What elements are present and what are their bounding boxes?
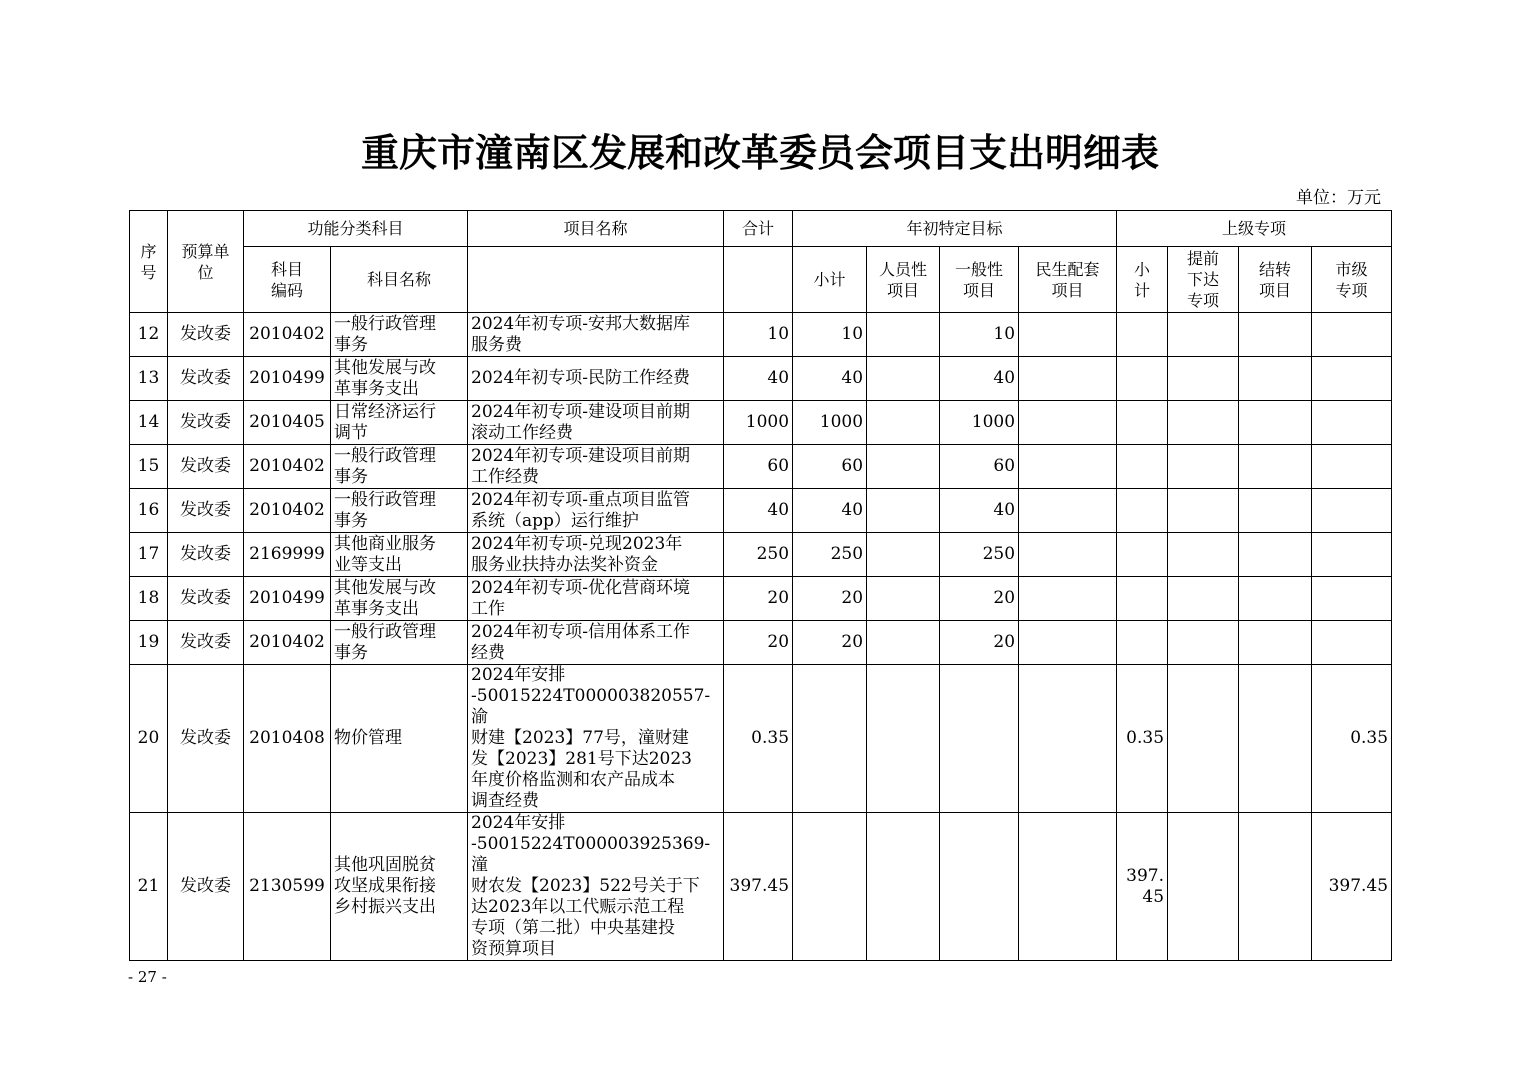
cell-subject: 一般行政管理 事务	[331, 313, 468, 357]
cell-subject: 其他巩固脱贫 攻坚成果衔接 乡村振兴支出	[331, 813, 468, 961]
header-superior: 上级专项	[1117, 211, 1392, 247]
cell-unit: 发改委	[168, 533, 244, 577]
cell-at-personnel	[867, 313, 940, 357]
cell-su-city	[1312, 621, 1392, 665]
cell-at-livelihood	[1019, 445, 1117, 489]
cell-total: 0.35	[724, 665, 793, 813]
cell-unit: 发改委	[168, 357, 244, 401]
cell-total: 250	[724, 533, 793, 577]
table-row	[130, 665, 1392, 813]
cell-at-personnel	[867, 813, 940, 961]
cell-su-city	[1312, 533, 1392, 577]
cell-total: 397.45	[724, 813, 793, 961]
cell-su-city	[1312, 577, 1392, 621]
cell-at-subtotal: 20	[793, 621, 867, 665]
table-row	[130, 445, 1392, 489]
cell-su-advance	[1168, 621, 1239, 665]
cell-project: 2024年初专项-兑现2023年 服务业扶持办法奖补资金	[468, 533, 724, 577]
cell-su-carryover	[1239, 489, 1312, 533]
cell-su-carryover	[1239, 445, 1312, 489]
cell-at-livelihood	[1019, 813, 1117, 961]
cell-at-livelihood	[1019, 665, 1117, 813]
cell-su-carryover	[1239, 401, 1312, 445]
cell-at-subtotal: 20	[793, 577, 867, 621]
cell-su-advance	[1168, 813, 1239, 961]
cell-su-carryover	[1239, 533, 1312, 577]
cell-total: 10	[724, 313, 793, 357]
cell-total: 20	[724, 577, 793, 621]
cell-su-city	[1312, 401, 1392, 445]
cell-subject: 一般行政管理 事务	[331, 621, 468, 665]
cell-unit: 发改委	[168, 401, 244, 445]
cell-su-city	[1312, 489, 1392, 533]
cell-su-subtotal	[1117, 489, 1168, 533]
table-row	[130, 533, 1392, 577]
page-number: - 27 -	[128, 968, 167, 986]
cell-unit: 发改委	[168, 445, 244, 489]
cell-code: 2010402	[244, 489, 331, 533]
cell-su-advance	[1168, 313, 1239, 357]
header-project-name: 项目名称	[468, 211, 724, 247]
cell-unit: 发改委	[168, 621, 244, 665]
cell-su-city	[1312, 445, 1392, 489]
cell-at-personnel	[867, 621, 940, 665]
page-title: 重庆市潼南区发展和改革委员会项目支出明细表	[360, 131, 1159, 175]
cell-seq: 13	[130, 357, 168, 401]
cell-project: 2024年安排 -50015224T000003925369-潼 财农发【2023】522号关于下 达2023年以工代赈示范工程 专项（第二批）中央基建投 资预算项目	[468, 813, 724, 961]
cell-seq: 17	[130, 533, 168, 577]
cell-unit: 发改委	[168, 489, 244, 533]
cell-at-livelihood	[1019, 577, 1117, 621]
cell-code: 2010402	[244, 621, 331, 665]
cell-su-carryover	[1239, 665, 1312, 813]
cell-seq: 15	[130, 445, 168, 489]
cell-project: 2024年初专项-建设项目前期 滚动工作经费	[468, 401, 724, 445]
header-total: 合计	[724, 211, 793, 247]
cell-at-general	[940, 813, 1019, 961]
cell-su-city	[1312, 313, 1392, 357]
cell-at-subtotal	[793, 665, 867, 813]
expenditure-table	[129, 210, 1392, 961]
cell-code: 2010499	[244, 577, 331, 621]
table-row	[130, 401, 1392, 445]
header-su-city: 市级 专项	[1312, 247, 1392, 313]
header-project-name-blank	[468, 247, 724, 313]
cell-project: 2024年初专项-重点项目监管 系统（app）运行维护	[468, 489, 724, 533]
cell-subject: 日常经济运行 调节	[331, 401, 468, 445]
cell-unit: 发改委	[168, 577, 244, 621]
header-at-general: 一般性 项目	[940, 247, 1019, 313]
header-seq: 序 号	[130, 211, 168, 313]
unit-label: 单位：万元	[1296, 188, 1381, 208]
cell-su-subtotal: 0.35	[1117, 665, 1168, 813]
cell-at-general: 60	[940, 445, 1019, 489]
cell-project: 2024年初专项-建设项目前期 工作经费	[468, 445, 724, 489]
cell-code: 2010402	[244, 445, 331, 489]
cell-su-subtotal	[1117, 577, 1168, 621]
header-at-livelihood: 民生配套 项目	[1019, 247, 1117, 313]
cell-at-subtotal: 10	[793, 313, 867, 357]
cell-seq: 16	[130, 489, 168, 533]
cell-seq: 19	[130, 621, 168, 665]
cell-subject: 其他发展与改 革事务支出	[331, 577, 468, 621]
cell-code: 2010405	[244, 401, 331, 445]
header-total-blank	[724, 247, 793, 313]
cell-total: 40	[724, 489, 793, 533]
cell-su-advance	[1168, 577, 1239, 621]
cell-code: 2130599	[244, 813, 331, 961]
table-row	[130, 621, 1392, 665]
cell-at-general: 20	[940, 621, 1019, 665]
cell-at-general: 250	[940, 533, 1019, 577]
cell-su-city	[1312, 357, 1392, 401]
cell-unit: 发改委	[168, 665, 244, 813]
header-func-class: 功能分类科目	[244, 211, 468, 247]
cell-su-subtotal	[1117, 401, 1168, 445]
cell-at-personnel	[867, 489, 940, 533]
cell-seq: 14	[130, 401, 168, 445]
cell-at-livelihood	[1019, 401, 1117, 445]
cell-at-subtotal: 40	[793, 357, 867, 401]
cell-su-subtotal	[1117, 357, 1168, 401]
cell-su-carryover	[1239, 577, 1312, 621]
cell-at-personnel	[867, 577, 940, 621]
table-row	[130, 489, 1392, 533]
cell-project: 2024年安排 -50015224T000003820557-渝 财建【2023】77号，潼财建 发【2023】281号下达2023 年度价格监测和农产品成本 调查经费	[468, 665, 724, 813]
cell-at-subtotal	[793, 813, 867, 961]
cell-seq: 12	[130, 313, 168, 357]
cell-at-personnel	[867, 665, 940, 813]
cell-at-subtotal: 60	[793, 445, 867, 489]
cell-at-subtotal: 250	[793, 533, 867, 577]
cell-su-advance	[1168, 665, 1239, 813]
table-row	[130, 577, 1392, 621]
cell-su-subtotal: 397. 45	[1117, 813, 1168, 961]
cell-project: 2024年初专项-信用体系工作 经费	[468, 621, 724, 665]
cell-at-livelihood	[1019, 357, 1117, 401]
cell-su-advance	[1168, 533, 1239, 577]
cell-su-advance	[1168, 445, 1239, 489]
cell-code: 2010402	[244, 313, 331, 357]
cell-at-personnel	[867, 533, 940, 577]
table-row	[130, 813, 1392, 961]
cell-at-general: 40	[940, 489, 1019, 533]
header-su-carryover: 结转 项目	[1239, 247, 1312, 313]
header-annual-target: 年初特定目标	[793, 211, 1117, 247]
cell-su-carryover	[1239, 621, 1312, 665]
cell-su-subtotal	[1117, 313, 1168, 357]
cell-project: 2024年初专项-安邦大数据库 服务费	[468, 313, 724, 357]
header-at-personnel: 人员性 项目	[867, 247, 940, 313]
cell-seq: 20	[130, 665, 168, 813]
cell-su-city: 0.35	[1312, 665, 1392, 813]
cell-unit: 发改委	[168, 813, 244, 961]
cell-su-advance	[1168, 401, 1239, 445]
cell-total: 60	[724, 445, 793, 489]
table-row	[130, 313, 1392, 357]
cell-seq: 18	[130, 577, 168, 621]
cell-su-subtotal	[1117, 621, 1168, 665]
cell-su-advance	[1168, 357, 1239, 401]
cell-project: 2024年初专项-优化营商环境 工作	[468, 577, 724, 621]
cell-at-subtotal: 40	[793, 489, 867, 533]
cell-unit: 发改委	[168, 313, 244, 357]
cell-at-personnel	[867, 401, 940, 445]
header-subject-code: 科目 编码	[244, 247, 331, 313]
cell-code: 2010499	[244, 357, 331, 401]
cell-su-subtotal	[1117, 445, 1168, 489]
header-at-subtotal: 小计	[793, 247, 867, 313]
cell-code: 2169999	[244, 533, 331, 577]
cell-su-city: 397.45	[1312, 813, 1392, 961]
cell-subject: 其他商业服务 业等支出	[331, 533, 468, 577]
cell-at-general	[940, 665, 1019, 813]
cell-seq: 21	[130, 813, 168, 961]
cell-subject: 一般行政管理 事务	[331, 445, 468, 489]
cell-subject: 一般行政管理 事务	[331, 489, 468, 533]
header-su-subtotal: 小 计	[1117, 247, 1168, 313]
header-su-advance: 提前 下达 专项	[1168, 247, 1239, 313]
cell-at-general: 1000	[940, 401, 1019, 445]
cell-code: 2010408	[244, 665, 331, 813]
cell-at-personnel	[867, 357, 940, 401]
cell-at-general: 20	[940, 577, 1019, 621]
cell-project: 2024年初专项-民防工作经费	[468, 357, 724, 401]
header-budget-unit: 预算单 位	[168, 211, 244, 313]
cell-at-personnel	[867, 445, 940, 489]
cell-at-livelihood	[1019, 489, 1117, 533]
cell-subject: 其他发展与改 革事务支出	[331, 357, 468, 401]
cell-su-advance	[1168, 489, 1239, 533]
table-row	[130, 357, 1392, 401]
cell-subject: 物价管理	[331, 665, 468, 813]
header-subject-name: 科目名称	[331, 247, 468, 313]
cell-su-subtotal	[1117, 533, 1168, 577]
cell-su-carryover	[1239, 313, 1312, 357]
cell-at-general: 10	[940, 313, 1019, 357]
cell-at-general: 40	[940, 357, 1019, 401]
cell-total: 40	[724, 357, 793, 401]
cell-total: 1000	[724, 401, 793, 445]
cell-su-carryover	[1239, 357, 1312, 401]
cell-at-livelihood	[1019, 533, 1117, 577]
cell-at-livelihood	[1019, 313, 1117, 357]
cell-su-carryover	[1239, 813, 1312, 961]
cell-at-livelihood	[1019, 621, 1117, 665]
cell-at-subtotal: 1000	[793, 401, 867, 445]
cell-total: 20	[724, 621, 793, 665]
